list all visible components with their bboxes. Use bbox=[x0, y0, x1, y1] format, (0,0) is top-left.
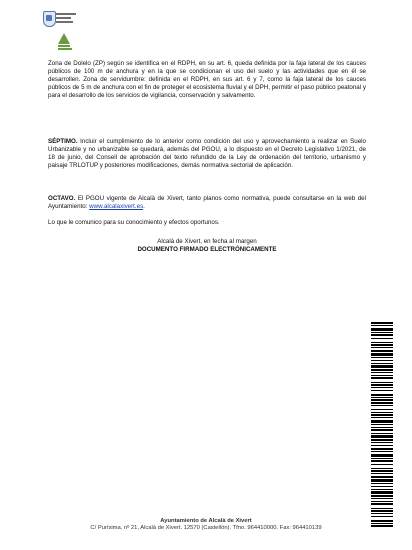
signature-status-line: DOCUMENTO FIRMADO ELECTRÓNICAMENTE bbox=[137, 246, 277, 253]
footer-address: C/ Purísima, nº 21, Alcalà de Xivert. 12570 (Castellón). Tfno. 964410000. Fax: 964410139 bbox=[90, 525, 322, 531]
septimo-label: SÉPTIMO. bbox=[48, 138, 78, 145]
paragraph-septimo bbox=[48, 138, 366, 170]
paragraph-closing: Lo que le comunico para su conocimiento y efectos oportunos. bbox=[48, 219, 220, 226]
town-hall-shield-logo-icon bbox=[42, 10, 76, 52]
footer-organization: Ayuntamiento de Alcalà de Xivert bbox=[160, 518, 252, 524]
septimo-text: Incluir el cumplimiento de lo anterior como condición del uso y aprovechamiento a realizar en Suelo Urbanizable y no urbanizable se quedará, además del PGOU, a lo dispuesto en el Decreto Legislativo 1/2021, de 18 de junio, del Consell de aprobación del texto refundido de la Ley de ordenación del territorio, urbanismo y paisaje TRLOTUP y posteriores modificaciones, demás normativa sectorial de aplicación. bbox=[48, 138, 366, 169]
verification-code-strip bbox=[393, 330, 403, 530]
octavo-label: OCTAVO. bbox=[48, 195, 76, 202]
signature-date-line: Alcalà de Xivert, en fecha al margen bbox=[157, 238, 257, 245]
octavo-text: El PGOU vigente de Alcalà de Xivert, tanto planos como normativa, puede consultarse en la web del Ayuntamiento: bbox=[48, 195, 366, 210]
paragraph-flood-zones: Zona de Dolelo (ZP) según se identifica en el RDPH, en su art. 6, queda definida por la faja lateral de los cauces públicos de 100 m de anchura y en la que se condicionan el uso del suelo y las actividades que en él se desarrollen. Zona de servidumbre: definida en el RDPH, en sus art. 6 y 7, como la faja lateral de los cauces públicos de 5 m de anchura con el fin de proteger el ecosistema fluvial y el DPH, permitir el paso público peatonal y para el desarrollo de los servicios de vigilancia, conservación y salvamento. bbox=[48, 60, 366, 99]
barcode-icon bbox=[371, 322, 393, 532]
ayuntamiento-website-link[interactable]: www.alcalaxivert.es bbox=[89, 202, 144, 210]
paragraph-octavo bbox=[48, 195, 366, 211]
octavo-text-end: . bbox=[143, 202, 145, 210]
